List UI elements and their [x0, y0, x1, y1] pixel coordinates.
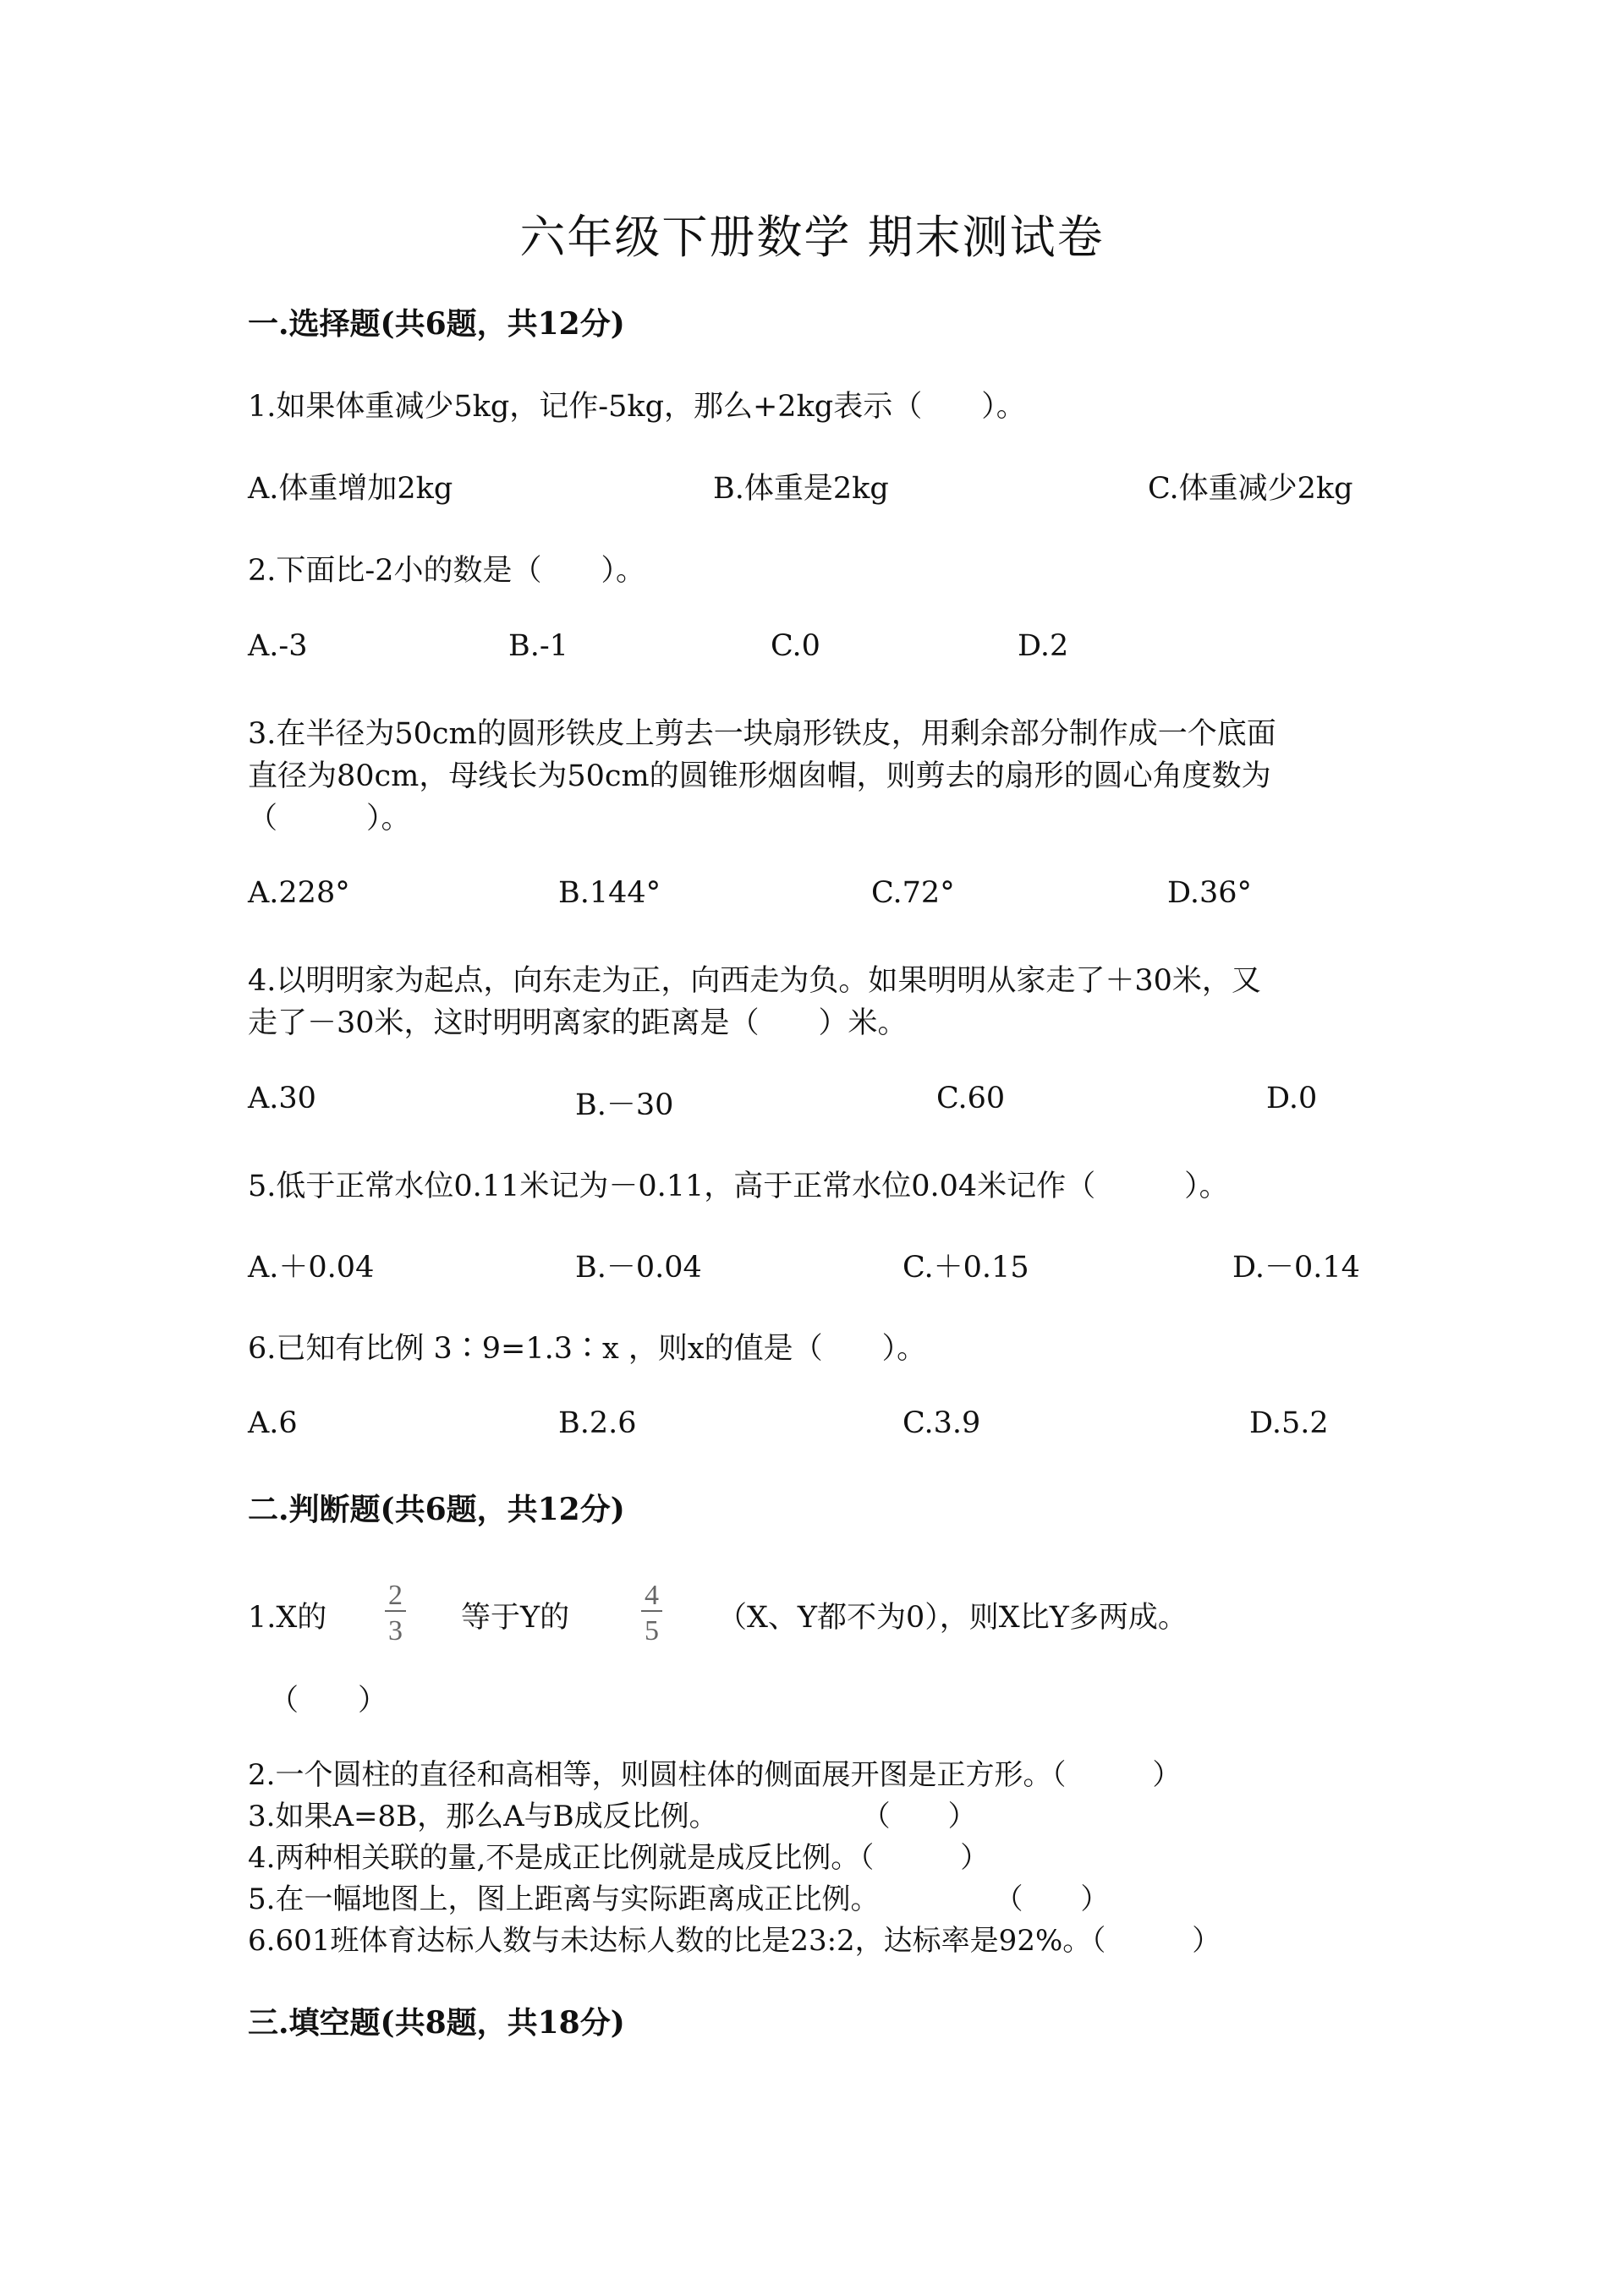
question-stem-line: （ ）。 [248, 802, 411, 836]
judge-q1-part-c: （X、Y都不为0），则X比Y多两成。 [717, 1601, 1188, 1635]
option-c: C.60 [936, 1082, 1006, 1115]
option-d: D.0 [1266, 1082, 1318, 1115]
question-stem-line: 走了－30米，这时明明离家的距离是（ ）米。 [248, 1006, 908, 1040]
option-c: C.＋0.15 [903, 1251, 1029, 1285]
section-heading-choice: 一.选择题(共6题，共12分) [248, 306, 625, 342]
option-c: C.0 [771, 629, 820, 663]
option-d: D.5.2 [1249, 1406, 1329, 1440]
option-a: A.＋0.04 [248, 1251, 375, 1285]
section-heading-judgement: 二.判断题(共6题，共12分) [248, 1492, 625, 1527]
option-b: B.144° [558, 876, 661, 910]
option-a: A.228° [248, 876, 350, 910]
fraction-numerator: 4 [641, 1581, 662, 1612]
option-b: B.-1 [508, 629, 568, 663]
option-a: A.体重增加2kg [248, 472, 453, 506]
question-stem-line: 3.在半径为50cm的圆形铁皮上剪去一块扇形铁皮，用剩余部分制作成一个底面 [248, 717, 1276, 751]
judge-question: 2.一个圆柱的直径和高相等，则圆柱体的侧面展开图是正方形。（ ） [248, 1758, 1182, 1792]
question-stem-line: 4.以明明家为起点，向东走为正，向西走为负。如果明明从家走了＋30米，又 [248, 964, 1261, 998]
fraction-denominator: 3 [388, 1615, 403, 1647]
question-stem-line: 直径为80cm，母线长为50cm的圆锥形烟囱帽，则剪去的扇形的圆心角度数为 [248, 759, 1271, 793]
option-b: B.2.6 [558, 1406, 637, 1440]
judge-question: 5.在一幅地图上，图上距离与实际距离成正比例。 （ ） [248, 1882, 1110, 1916]
judge-q1-part-b: 等于Y的 [461, 1601, 570, 1635]
question-stem: 6.已知有比例 3∶9=1.3∶x ，则x的值是（ ）。 [248, 1332, 927, 1366]
judge-q1-part-a: 1.X的 [248, 1601, 327, 1635]
option-c: C.体重减少2kg [1148, 472, 1353, 506]
question-stem: 5.低于正常水位0.11米记为－0.11，高于正常水位0.04米记作（ ）。 [248, 1170, 1229, 1203]
option-c: C.3.9 [903, 1406, 981, 1440]
fraction-four-fifths [641, 1581, 662, 1646]
fraction-numerator: 2 [385, 1581, 406, 1612]
fraction-two-thirds [385, 1581, 406, 1646]
option-a: A.-3 [248, 629, 308, 663]
option-a: A.30 [248, 1082, 316, 1115]
option-b: B.体重是2kg [713, 472, 889, 506]
question-stem: 2.下面比-2小的数是（ ）。 [248, 554, 645, 588]
option-d: D.－0.14 [1232, 1251, 1360, 1285]
option-b: B.－0.04 [575, 1251, 702, 1285]
question-stem: 1.如果体重减少5kg，记作-5kg，那么+2kg表示（ ）。 [248, 390, 1026, 424]
option-c: C.72° [871, 876, 955, 910]
page-title: 六年级下册数学 期末测试卷 [519, 211, 1105, 264]
section-heading-fill-blank: 三.填空题(共8题，共18分) [248, 2005, 625, 2041]
judge-question: 4.两种相关联的量,不是成正比例就是成反比例。（ ） [248, 1841, 990, 1875]
judge-question: 3.如果A=8B，那么A与B成反比例。 （ ） [248, 1800, 977, 1833]
option-d: D.36° [1167, 876, 1252, 910]
answer-blank: （ ） [269, 1684, 388, 1718]
judge-question: 6.601班体育达标人数与未达标人数的比是23:2，达标率是92%。（ ） [248, 1924, 1221, 1958]
option-b: B.－30 [575, 1088, 674, 1122]
option-a: A.6 [248, 1406, 298, 1440]
option-d: D.2 [1018, 629, 1069, 663]
fraction-denominator: 5 [645, 1615, 659, 1647]
